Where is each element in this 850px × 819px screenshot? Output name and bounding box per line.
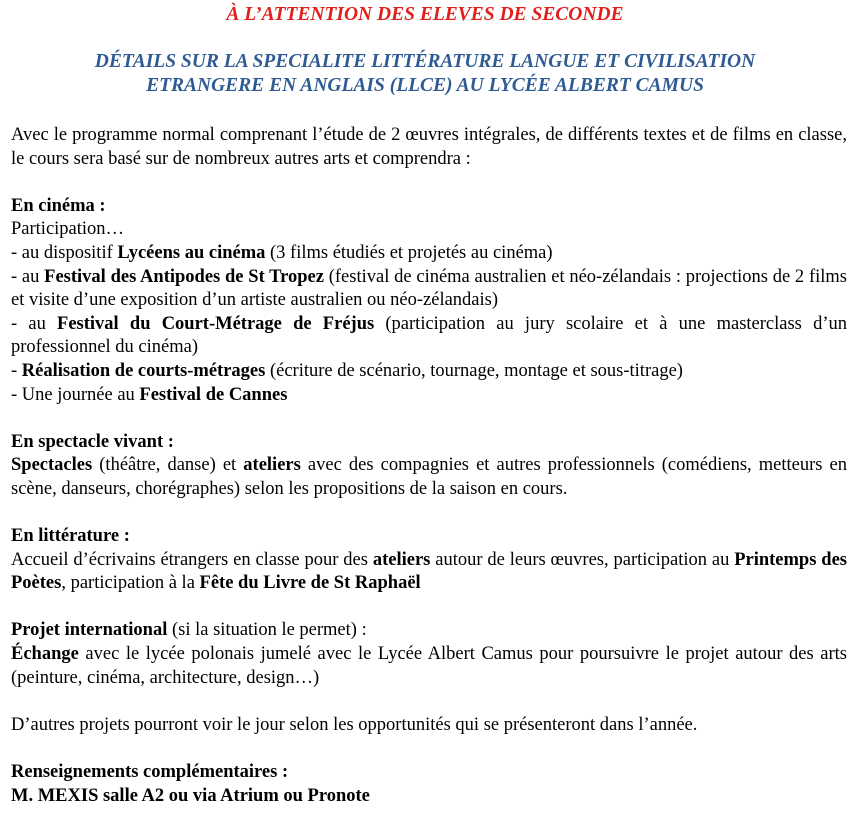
international-paragraph: Échange avec le lycée polonais jumelé avec le Lycée Albert Camus pour poursuivre le projet autour des arts (peinture, cinéma, architecture, design…) — [11, 644, 847, 688]
cinema-item: - Réalisation de courts-métrages (écriture de scénario, tournage, montage et sous-titrage) — [11, 360, 683, 381]
spectacle-heading: En spectacle vivant : — [11, 431, 174, 452]
cinema-item: - au Festival des Antipodes de St Tropez (festival de cinéma australien et néo-zélandais : projections de 2 films et visite d’une exposition d’un artiste australien ou néo-zélandais) — [11, 266, 847, 311]
title-line-2: ETRANGERE EN ANGLAIS (LLCE) AU LYCÉE ALBERT CAMUS — [146, 75, 704, 96]
litterature-heading: En littérature : — [11, 526, 130, 547]
spectacle-paragraph: Spectacles (théâtre, danse) et ateliers avec des compagnies et autres professionnels (comédiens, metteurs en scène, danseurs, chorégraphes) selon les propositions de la saison en cours. — [11, 455, 847, 499]
cinema-participation: Participation… — [11, 219, 125, 240]
document-title — [0, 50, 850, 98]
intro-paragraph: Avec le programme normal comprenant l’étude de 2 œuvres intégrales, de différents textes et de films en classe, le cours sera basé sur de nombreux autres arts et comprendra : — [11, 125, 847, 169]
international-heading: Projet international (si la situation le permet) : — [11, 620, 367, 641]
cinema-item: - au dispositif Lycéens au cinéma (3 films étudiés et projetés au cinéma) — [11, 242, 553, 263]
contact-line: M. MEXIS salle A2 ou via Atrium ou Pronote — [11, 785, 370, 806]
cinema-item: - Une journée au Festival de Cannes — [11, 384, 288, 405]
litterature-paragraph: Accueil d’écrivains étrangers en classe pour des ateliers autour de leurs œuvres, participation au Printemps des Poètes, participation à la Fête du Livre de St Raphaël — [11, 549, 847, 594]
contact-heading: Renseignements complémentaires : — [11, 762, 289, 783]
cinema-heading: En cinéma : — [11, 195, 106, 216]
document-body — [11, 124, 847, 808]
attention-heading: À L’ATTENTION DES ELEVES DE SECONDE — [226, 4, 624, 25]
cinema-item: - au Festival du Court-Métrage de Fréjus (participation au jury scolaire et à une masterclass d’un professionnel du cinéma) — [11, 313, 847, 358]
title-line-1: DÉTAILS SUR LA SPECIALITE LITTÉRATURE LANGUE ET CIVILISATION — [94, 51, 756, 72]
other-projects-paragraph: D’autres projets pourront voir le jour selon les opportunités qui se présenteront dans l’année. — [11, 714, 698, 735]
